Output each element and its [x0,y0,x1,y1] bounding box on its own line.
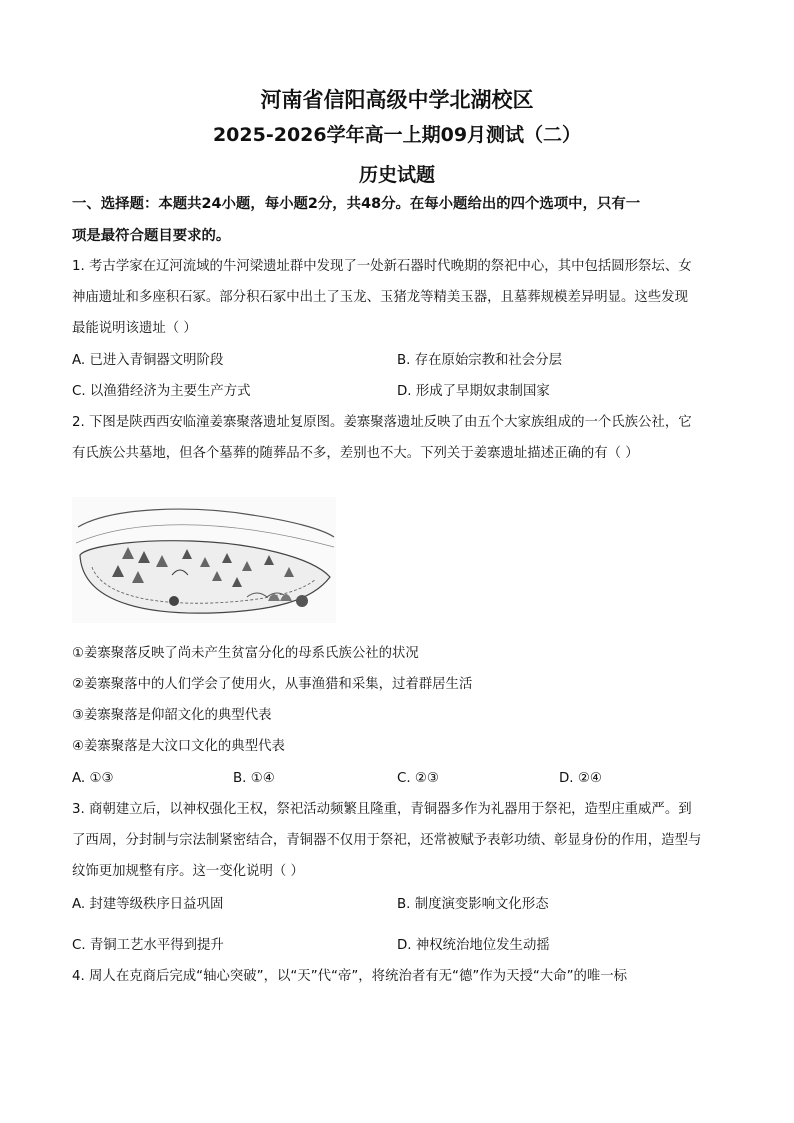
section-instructions-line1: 一、选择题：本题共24小题，每小题2分，共48分。在每小题给出的四个选项中，只有一 [72,196,641,212]
q2-statement-3: ③姜寨聚落是仰韶文化的典型代表 [72,708,272,723]
q1-stem-line2: 神庙遗址和多座积石冢。部分积石冢中出土了玉龙、玉猪龙等精美玉器，且墓葬规模差异明显。这些发现 [72,290,688,305]
q3-option-c: C. 青铜工艺水平得到提升 [72,938,224,953]
q2-stem-line1: 2. 下图是陕西西安临潼姜寨聚落遗址复原图。姜寨聚落遗址反映了由五个大家族组成的一个氏族公社，它 [72,415,692,430]
exam-title: 2025-2026学年高一上期09月测试（二） [212,124,582,146]
q3-option-a: A. 封建等级秩序日益巩固 [72,897,224,912]
q3-option-d: D. 神权统治地位发生动摇 [397,938,550,953]
q2-statement-2: ②姜寨聚落中的人们学会了使用火，从事渔猎和采集，过着群居生活 [72,677,473,692]
subject-title: 历史试题 [358,164,435,186]
q3-stem-line2: 了西周，分封制与宗法制紧密结合，青铜器不仅用于祭祀，还常被赋予表彰功绩、彰显身份的作用，造型与 [72,833,702,848]
q1-option-a: A. 已进入青铜器文明阶段 [72,353,224,368]
section-instructions-line2: 项是最符合题目要求的。 [72,228,231,244]
q2-option-d: D. ②④ [559,771,602,786]
q2-statement-4: ④姜寨聚落是大汶口文化的典型代表 [72,739,285,754]
q4-stem-line1: 4. 周人在克商后完成“轴心突破”，以“天”代“帝”，将统治者有无“德”作为天授“大命”的唯一标 [72,969,628,984]
q1-stem-line1: 1. 考古学家在辽河流域的牛河梁遗址群中发现了一处新石器时代晚期的祭祀中心，其中包括圆形祭坛、女 [72,259,692,274]
q1-option-b: B. 存在原始宗教和社会分层 [397,353,562,368]
school-title: 河南省信阳高级中学北湖校区 [260,88,534,112]
q3-stem-line3: 纹饰更加规整有序。这一变化说明（ ） [72,864,304,879]
q1-option-c: C. 以渔猎经济为主要生产方式 [72,384,251,399]
q2-stem-line2: 有氏族公共墓地，但各个墓葬的随葬品不多，差别也不大。下列关于姜寨遗址描述正确的有（ ） [72,446,639,461]
q3-option-b: B. 制度演变影响文化形态 [397,897,549,912]
q1-option-d: D. 形成了早期奴隶制国家 [397,384,550,399]
q3-stem-line1: 3. 商朝建立后，以神权强化王权，祭祀活动频繁且隆重，青铜器多作为礼器用于祭祀，造型庄重威严。到 [72,802,692,817]
jiangzhai-settlement-illustration [72,497,336,623]
q2-statement-1: ①姜寨聚落反映了尚未产生贫富分化的母系氏族公社的状况 [72,646,419,661]
q2-option-c: C. ②③ [397,771,439,786]
q1-stem-line3: 最能说明该遗址（ ） [72,321,197,336]
q2-option-a: A. ①③ [72,771,114,786]
q2-option-b: B. ①④ [233,771,275,786]
